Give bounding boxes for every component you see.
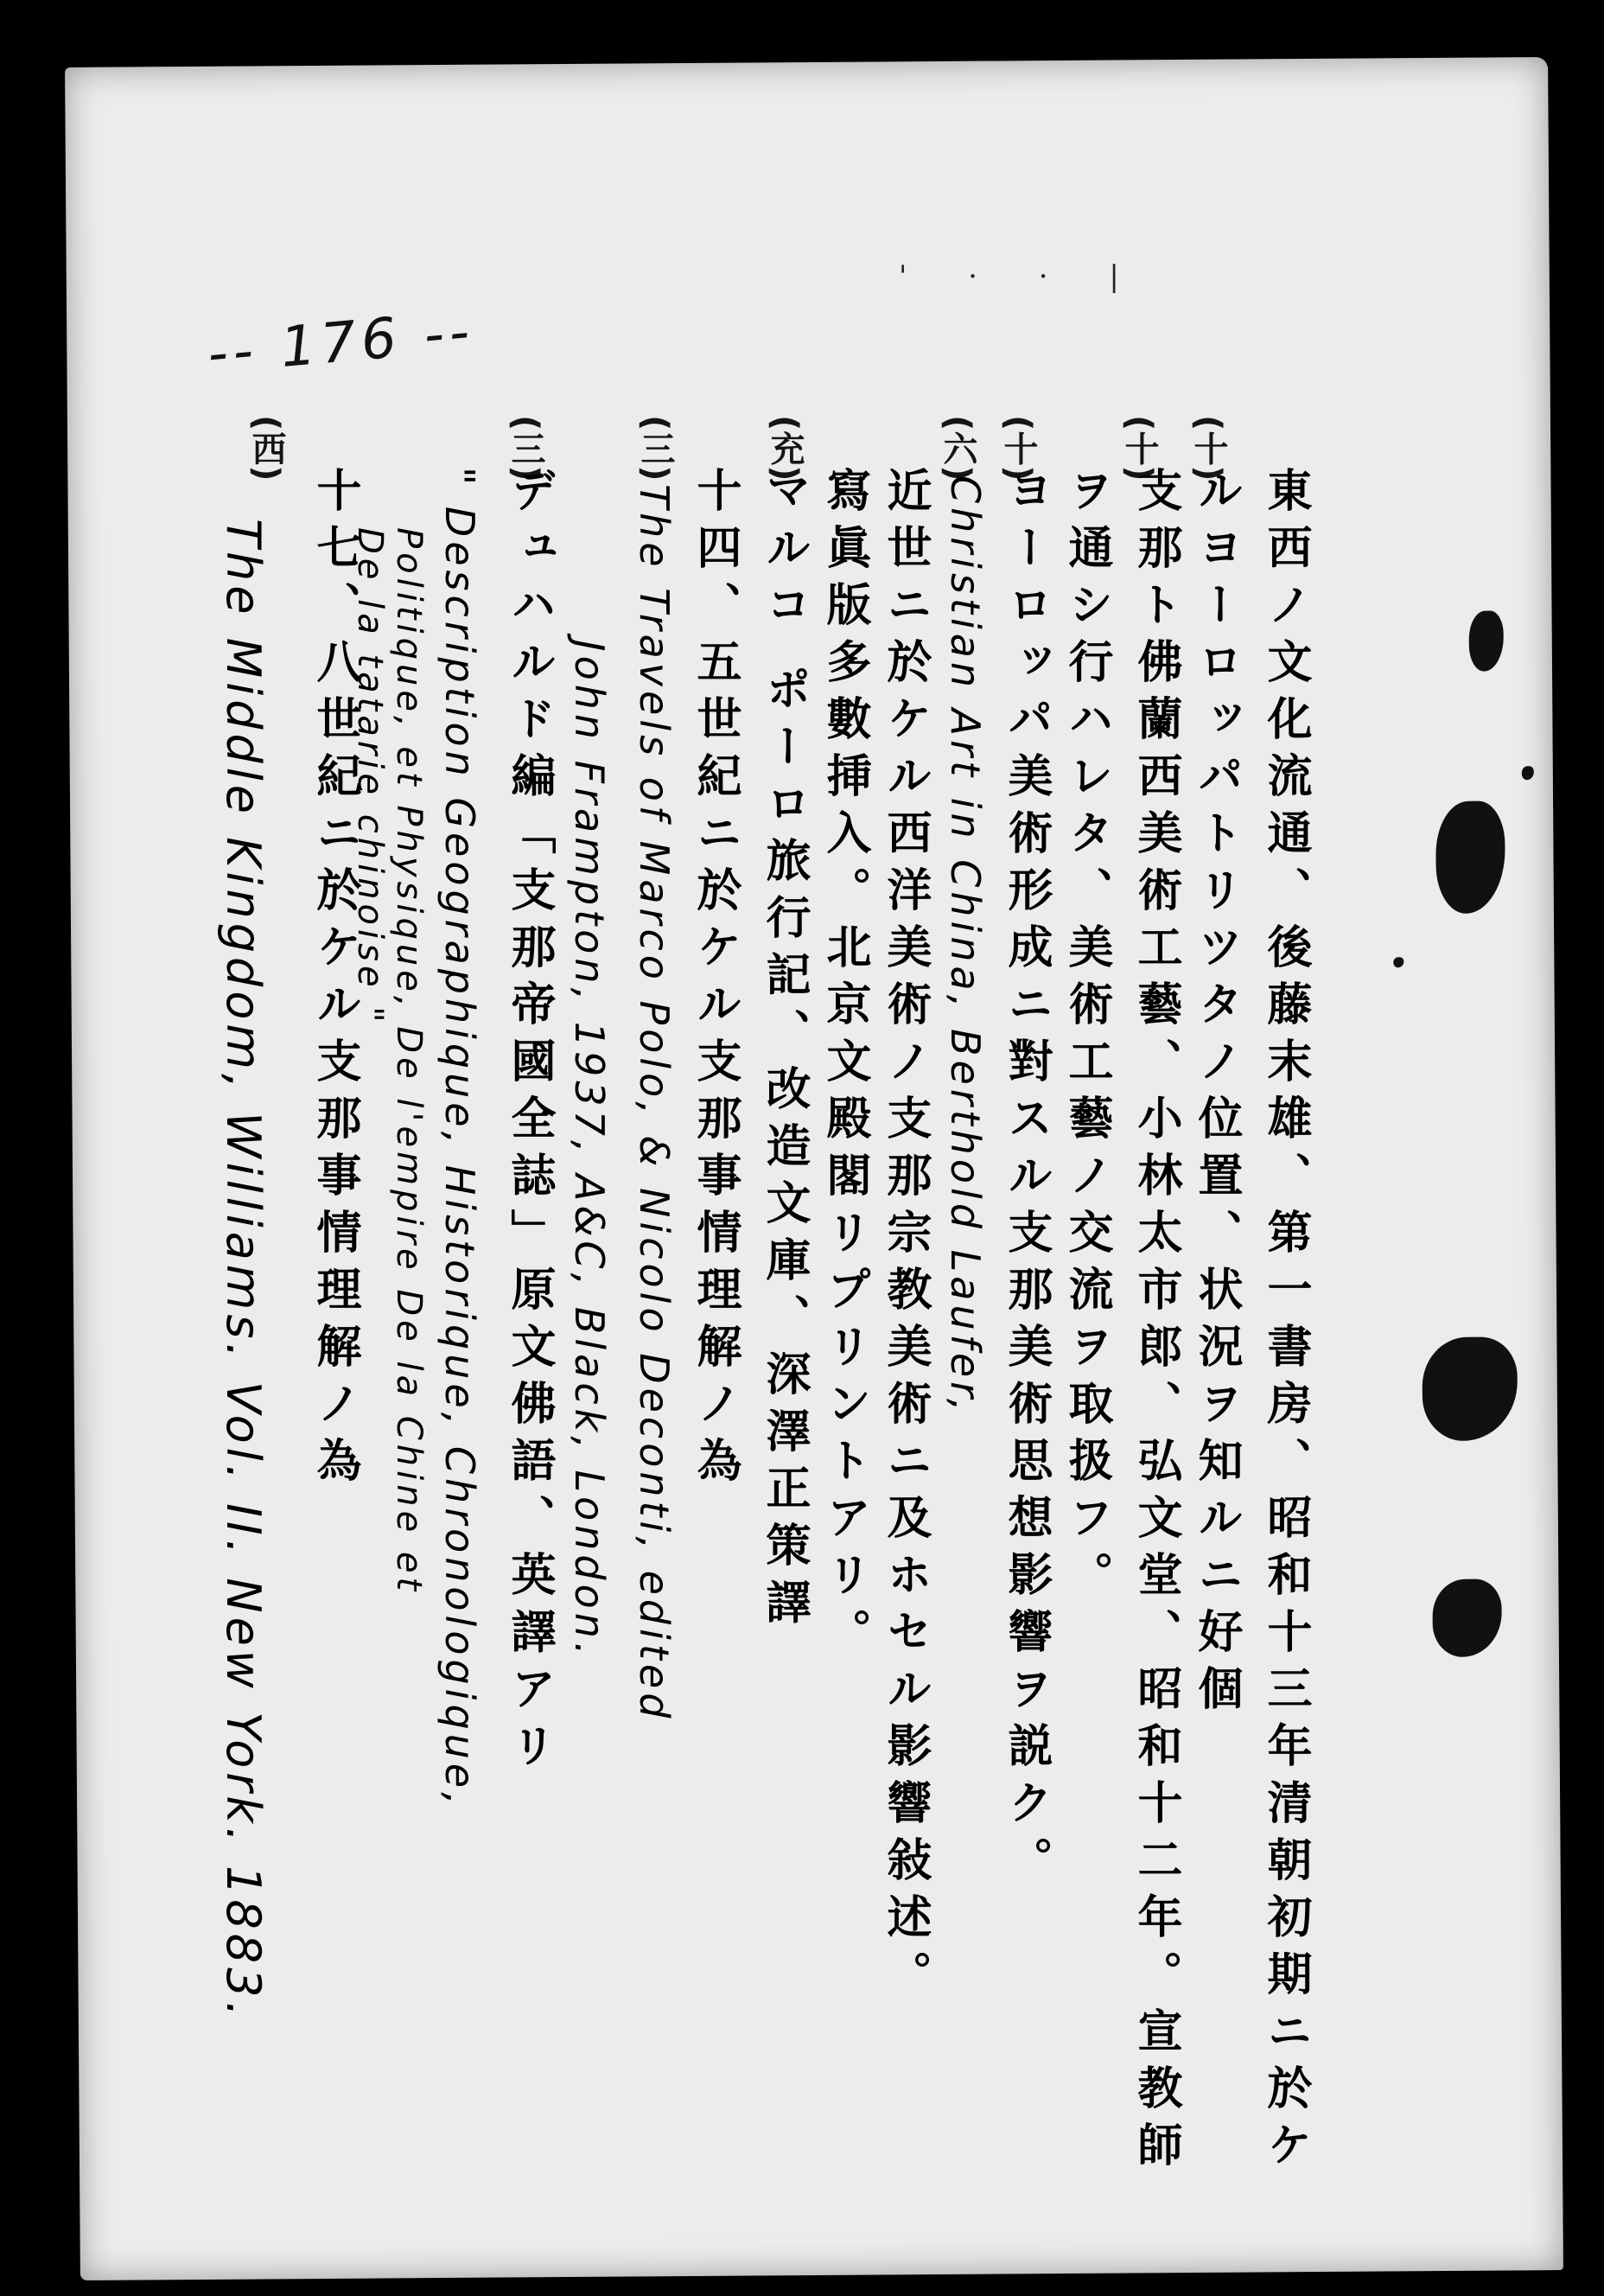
stain-mark — [1432, 1578, 1502, 1657]
entry-line: ルヨーロッパトリツタノ位置、状況ヲ知ルニ好個 — [1190, 467, 1243, 1722]
entry-marker: (六) — [938, 415, 977, 482]
entry-6 — [631, 415, 680, 482]
entry-line: ヲ通シ行ハレタ、美術工藝ノ交流ヲ取扱フ。 — [1060, 467, 1113, 1608]
entry-line: Politique, et Physique, De l'empire De la Chine et — [389, 527, 429, 1596]
stain-mark — [1469, 610, 1504, 671]
stain-mark — [1435, 800, 1505, 914]
stain-mark — [1393, 957, 1404, 967]
entry-line: De la tatarie chinoise " — [350, 527, 390, 1027]
entry-marker: (十) — [998, 415, 1038, 482]
entry-8 — [242, 415, 291, 482]
entry-line: 近世ニ於ケル西洋美術ノ支那宗教美術ニ及ホセル影響敍述。 — [879, 467, 932, 2007]
entry-marker: (三) — [635, 415, 675, 482]
entry-line: The Travels of Marco Polo, & Nicolo Deconti, edited — [631, 484, 678, 1723]
entry-line: デュハルド編「支那帝國全誌」原文佛語、英譯アリ — [503, 467, 556, 1779]
entry-marker: (三) — [506, 415, 545, 482]
entry-line: John Frampton, 1937, A&C, Black, London. — [566, 640, 613, 1660]
entry-line: Christian Art in China, Berthold Laufer, — [942, 475, 989, 1416]
entry-line: 寫眞版多數挿入。北京文殿閣リプリントアリ。 — [818, 467, 871, 1665]
page-number: -- 176 -- — [205, 299, 477, 387]
entry-marker: (充) — [765, 415, 805, 482]
entry-line: 支那ト佛蘭西美術工藝、小林太市郎、弘文堂、昭和十二年。宣教師 — [1130, 467, 1182, 2178]
entry-marker: (十) — [1188, 415, 1228, 482]
entry-line: 十四、五世紀ニ於ケル支那事情理解ノ為 — [689, 467, 742, 1494]
entry-4 — [933, 415, 983, 482]
stain-mark — [1522, 766, 1534, 780]
entry-marker: (十) — [1119, 415, 1159, 482]
entry-line: ヨーロッパ美術形成ニ對スル支那美術思想影響ヲ説ク。 — [1000, 467, 1053, 1893]
entry-line: マルコ ポーロ旅行記、改造文庫、深澤正策譯 — [758, 467, 811, 1636]
entry-line: " Description Geographique, Historique, Chronologique, — [436, 467, 483, 1809]
entry-line: 東西ノ文化流通、後藤末雄、第一書房、昭和十三年清朝初期ニ於ケ — [1259, 467, 1312, 2178]
entry-line: 十七、八世紀ニ於ケル支那事情理解ノ為 — [309, 467, 361, 1494]
entry-line: The Middle Kingdom, Williams. Vol. II. New York. 1883. — [216, 519, 271, 2021]
top-marks: ' · · | — [899, 259, 1145, 294]
stain-mark — [1422, 1336, 1518, 1441]
entry-marker: (西) — [246, 415, 286, 482]
